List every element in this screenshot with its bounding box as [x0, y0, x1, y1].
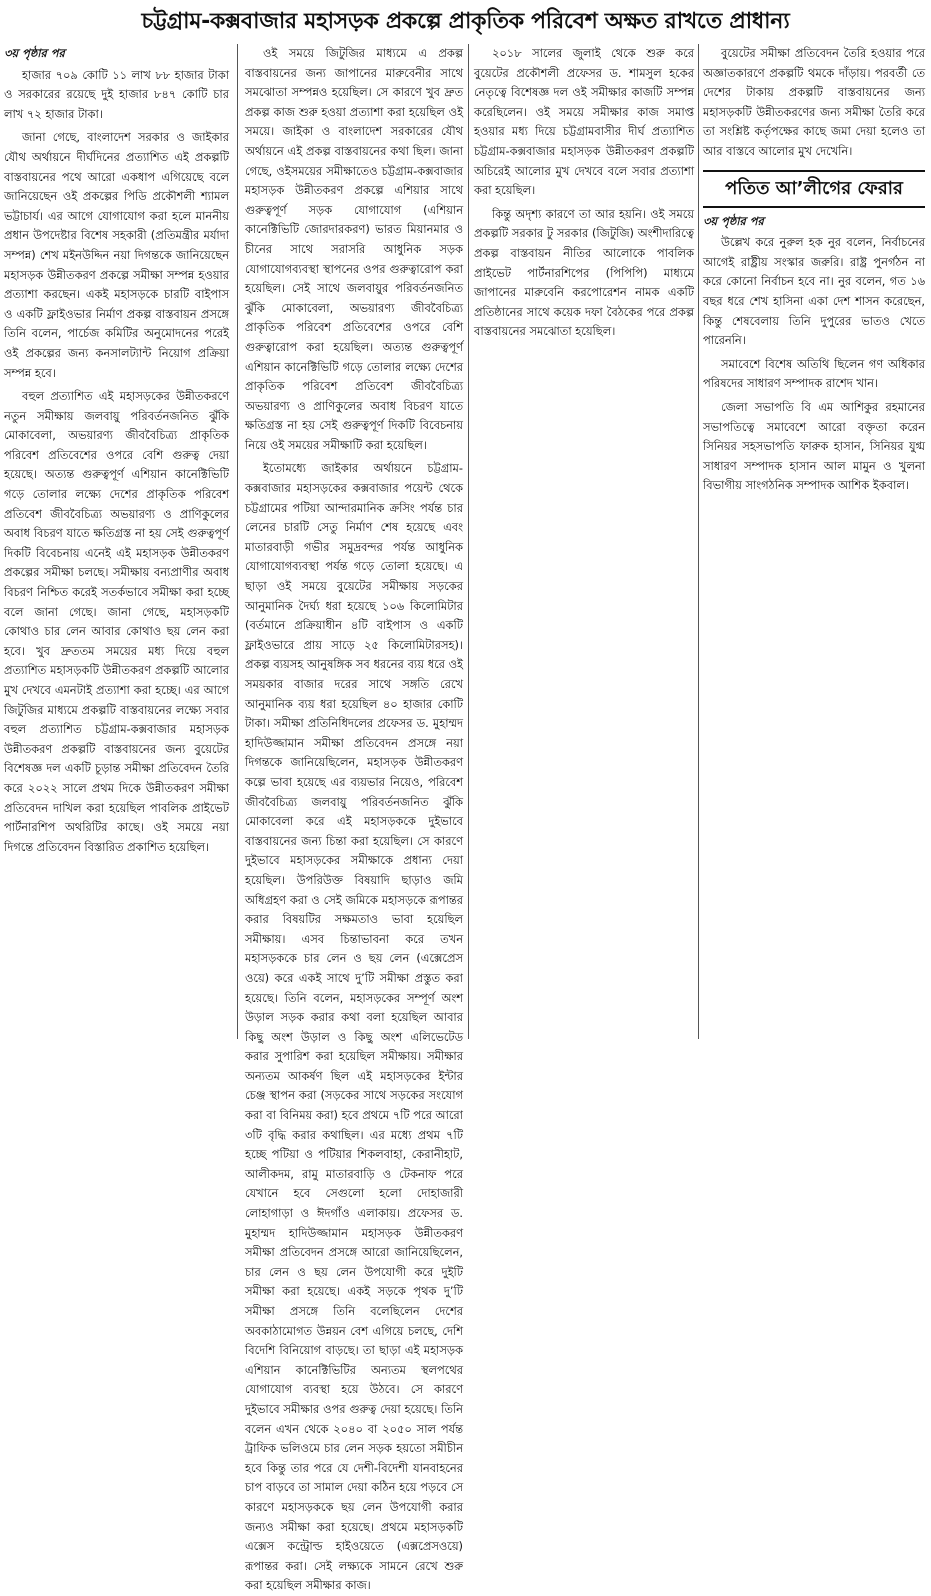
second-story-headline: পতিত আ’লীগের ফেরার	[703, 170, 925, 208]
paragraph: জানা গেছে, বাংলাদেশ সরকার ও জাইকার যৌথ অর্থায়নে দীর্ঘদিনের প্রত্যাশিত এই প্রকল্পটি বাস্তবায়নের পথে আরো একধাপ এগিয়েছে বলে জানিয়েছেন ওই প্রকল্পের পিডি প্রকৌশলী শ্যামল ভট্টাচার্য। এর আগে যোগাযোগ করা হলে মাননীয় প্রধান উপদেষ্টার বিশেষ সহকারী (প্রতিমন্ত্রীর মর্যাদা সম্পন্ন) শেখ মইনউদ্দিন নয়া দিগন্তকে জানিয়েছেন মহাসড়ক উন্নীতকরণ প্রকল্পে সমীক্ষা সম্পন্ন হওয়ার প্রত্যাশা করছেন। একই মহাসড়কে চারটি বাইপাস ও একটি ফ্লাইওভার নির্মাণ প্রকল্প বাস্তবায়ন প্রসঙ্গে তিনি বলেন, পার্চেজ কমিটির অনুমোদনের পরেই ওই প্রকল্পের জন্য কনসালট্যান্ট নিয়োগ প্রক্রিয়া সম্পন্ন হবে।	[4, 130, 229, 380]
column-2	[245, 44, 463, 1593]
article-columns	[0, 44, 931, 1593]
paragraph: জেলা সভাপতি বি এম আশিকুর রহমানের সভাপতিত্বে সমাবেশে আরো বক্তৃতা করেন সিনিয়র সহসভাপতি ফারুক হাসান, সিনিয়র যুগ্ম সাধারণ সম্পাদক হাসান আল মামুন ও খুলনা বিভাগীয় সাংগঠনিক সম্পাদক আশিক ইকবাল।	[703, 399, 925, 493]
column-3	[474, 44, 694, 1039]
continued-from-label: ৩য় পৃষ্ঠার পর	[4, 46, 65, 60]
paragraph: বুয়েটের সমীক্ষা প্রতিবেদন তৈরি হওয়ার পরে অজ্ঞাতকারণে প্রকল্পটি থমকে দাঁড়ায়। পরবর্তী তে দেশের টাকায় প্রকল্পটি বাস্তবায়নের জন্য মহাসড়কটি উন্নীতকরণের জন্য সমীক্ষা তৈরি করে তা সংশ্লিষ্ট কর্তৃপক্ষের কাছে জমা দেয়া হলেও তা আর বাস্তবে আলোর মুখ দেখেনি।	[703, 46, 925, 158]
column-divider	[698, 44, 699, 1039]
column-4	[703, 44, 925, 1039]
column-divider	[237, 44, 238, 1039]
paragraph: হাজার ৭০৯ কোটি ১১ লাখ ৮৮ হাজার টাকা ও সরকারের রয়েছে দুই হাজার ৮৪৭ কোটি চার লাখ ৭২ হাজার টাকা।	[4, 67, 229, 121]
column-1	[4, 44, 229, 1039]
paragraph: ইতোমধ্যে জাইকার অর্থায়নে চট্টগ্রাম-কক্সবাজার মহাসড়কের কক্সবাজার পয়েন্ট থেকে চট্টগ্রামের পটিয়া আন্দারমানিক ক্রসিং পর্যন্ত চার লেনের চারটি সেতু নির্মাণ শেষ হয়েছে এবং মাতারবাড়ী গভীর সমুদ্রবন্দর পর্যন্ত আধুনিক যোগাযোগব্যবস্থা পর্যন্ত গড়ে তোলা হয়েছে। এ ছাড়া ওই সময়ে বুয়েটের সমীক্ষায় সড়কের আনুমানিক দৈর্ঘ্য ধরা হয়েছে ১০৬ কিলোমিটার (বর্তমানে প্রক্রিয়াধীন ৪টি বাইপাস ও একটি ফ্লাইওভারে প্রায় সাড়ে ২৫ কিলোমিটারসহ)। প্রকল্প ব্যয়সহ আনুষঙ্গিক সব ধরনের ব্যয় ধরে ওই সময়কার বাজার দরের সাথে সঙ্গতি রেখে আনুমানিক ব্যয় ধরা হয়েছিল ৪০ হাজার কোটি টাকা। সমীক্ষা প্রতিনিধিদলের প্রফেসর ড. মুহাম্মদ হাদিউজ্জামান সমীক্ষা প্রতিবেদন প্রসঙ্গে নয়া দিগন্তকে জানিয়েছিলেন, মহাসড়ক উন্নীতকরণ কল্পে ভাবা হয়েছে এর ব্যয়ভার নিয়েও, পরিবেশ জীববৈচিত্র্য জলবায়ু পরিবর্তনজনিত ঝুঁকি মোকাবেলা করে এই মহাসড়ককে দুইভাবে বাস্তবায়নের জন্য চিন্তা করা হয়েছিল। সে কারণে দুইভাবে মহাসড়কের সমীক্ষাকে প্রধান্য দেয়া হয়েছিল। উপরিউক্ত বিষয়াদি ছাড়াও জমি অধিগ্রহণ করা ও সেই জমিকে মহাসড়কে রূপান্তর করার বিষয়টির সক্ষমতাও ভাবা হয়েছিল সমীক্ষায়। এসব চিন্তাভাবনা করে তখন মহাসড়ককে চার লেন ও ছয় লেন (এক্সেপ্রেস ওয়ে) করে একই সাথে দু’টি সমীক্ষা প্রস্তুত করা হয়েছে। তিনি বলেন, মহাসড়কের সম্পূর্ণ অংশ উড়াল সড়ক করার কথা বলা হয়েছিল আবার কিছু অংশ উড়াল ও কিছু অংশ এলিভেটেড করার সুপারিশ করা হয়েছিল সমীক্ষায়। সমীক্ষার অন্যতম আকর্ষণ ছিল এই মহাসড়কের ইন্টার চেঞ্জ স্থাপন করা (সড়কের সাথে সড়কের সংযোগ করা বা বিনিময় করা) হবে প্রথমে ৭টি পরে আরো ৩টি বৃদ্ধি করার কথাছিল। এর মধ্যে প্রথম ৭টি হচ্ছে পটিয়া ও পটিয়ার শিকলবাহা, কেরানীহাট, আলীকদম, রামু মাতারবাড়ি ও টেকনাফ পরে যেখানে হবে সেগুলো হলো দোহাজারী লোহাগাড়া ও ঈদগাঁও এলাকায়। প্রফেসর ড. মুহাম্মদ হাদিউজ্জামান মহাসড়ক উন্নীতকরণ সমীক্ষা প্রতিবেদন প্রসঙ্গে আরো জানিয়েছিলেন, চার লেন ও ছয় লেন উপযোগী করে দুইটি সমীক্ষা করা হয়েছে। একই সড়কে পৃথক দু’টি সমীক্ষা প্রসঙ্গে তিনি বলেছিলেন দেশের অবকাঠামোগত উন্নয়ন বেশ এগিয়ে চলছে, দেশি বিদেশি বিনিয়োগ বাড়ছে। তা ছাড়া এই মহাসড়ক এশিয়ান কানেক্টিভিটির অন্যতম স্থলপথের যোগাযোগ ব্যবস্থা হয়ে উঠবে। সে কারণে দুইভাবে সমীক্ষার ওপর গুরুত্ব দেয়া হয়েছে। তিনি বলেন এখন থেকে ২০৪০ বা ২০৫০ সাল পর্যন্ত ট্রাফিক ভলিওমে চার লেন সড়ক হয়তো সমীচীন হবে কিন্তু তার পরে যে দেশী-বিদেশী যানবাহনের চাপ বাড়বে তা সামাল দেয়া কঠিন হয়ে পড়বে সে কারণে মহাসড়ককে ছয় লেন উপযোগী করার জন্যও সমীক্ষা করা হয়েছে। প্রথমে মহাসড়কটি এক্সেস কন্ট্রোল্ড হাইওয়েতে (এক্সপ্রেসওয়ে) রূপান্তর করা। সেই লক্ষ্যকে সামনে রেখে শুরু করা হয়েছিল সমীক্ষার কাজ।	[245, 461, 463, 1593]
paragraph: বহুল প্রত্যাশিত এই মহাসড়কের উন্নীতকরণে নতুন সমীক্ষায় জলবায়ু পরিবর্তনজনিত ঝুঁকি মোকাবেলা, অভয়ারণ্য জীববৈচিত্র্য প্রাকৃতিক পরিবেশ প্রতিবেশের ওপরে বেশি গুরুত্ব দেয়া হয়েছে। অত্যন্ত গুরুত্বপূর্ণ এশিয়ান কানেক্টিভিটি গড়ে তোলার লক্ষ্যে দেশের প্রাকৃতিক পরিবেশ প্রতিবেশ জীববৈচিত্র্য অভয়ারণ্য ও প্রাণিকুলের অবাধ বিচরণ যাতে ক্ষতিগ্রস্ত না হয় সেই গুরুত্বপূর্ণ দিকটি বিবেচনায় এনেই এই মহাসড়ক উন্নীতকরণ প্রকল্পের সমীক্ষা চলছে। সমীক্ষায় বন্যপ্রাণীর অবাধ বিচরণ নিশ্চিত করেই সতর্কভাবে সমীক্ষা করা হচ্ছে বলে জানা গেছে। জানা গেছে, মহাসড়কটি কোথাও চার লেন আবার কোথাও ছয় লেন করা হবে। খুব দ্রুততম সময়ের মধ্য দিয়ে বহুল প্রত্যাশিত মহাসড়কটি উন্নীতকরণ প্রকল্পটি আলোর মুখ দেখবে এমনটাই প্রত্যাশা করা হচ্ছে। এর আগে জিটুজির মাধ্যমে প্রকল্পটি বাস্তবায়নের লক্ষ্যে সবার বহুল প্রত্যাশিত চট্টগ্রাম-কক্সবাজার মহাসড়ক উন্নীতকরণ প্রকল্পটি বাস্তবায়নের জন্য বুয়েটের বিশেষজ্ঞ দল একটি চূড়ান্ত সমীক্ষা প্রতিবেদন তৈরি করে ২০২২ সালে প্রথম দিকে উন্নীতকরণ সমীক্ষা প্রতিবেদন দাখিল করা হয়েছিল পাবলিক প্রাইভেট পার্টনারশিপ অথরিটির কাছে। ওই সময়ে নয়া দিগন্তে প্রতিবেদন বিস্তারিত প্রকাশিত হয়েছিল।	[4, 389, 229, 854]
paragraph: ২০১৮ সালের জুলাই থেকে শুরু করে বুয়েটের প্রকৌশলী প্রফেসর ড. শামসুল হকের নেতৃত্বে বিশেষজ্ঞ দল ওই সমীক্ষার কাজটি সম্পন্ন করেছিলেন। ওই সময়ে সমীক্ষার কাজ সমাপ্ত হওয়ার মধ্য দিয়ে চট্টগ্রামবাসীর দীর্ঘ প্রত্যাশিত চট্টগ্রাম-কক্সবাজার মহাসড়ক উন্নীতকরণ প্রকল্পটি অচিরেই আলোর মুখ দেখবে বলে সবার প্রত্যাশা করা হয়েছিল।	[474, 46, 694, 198]
paragraph: ওই সময়ে জিটুজির মাধ্যমে এ প্রকল্প বাস্তবায়নের জন্য জাপানের মারুবেনীর সাথে সমঝোতা সম্পন্নও হয়েছিল। সে কারণে খুব দ্রুত প্রকল্প কাজ শুরু হওয়া প্রত্যাশা করা হয়েছিল ওই সময়ে। জাইকা ও বাংলাদেশ সরকারের যৌথ অর্থায়নে এই প্রকল্প বাস্তবায়নের কথা ছিল। জানা গেছে, ওইসময়ের সমীক্ষাতেও চট্টগ্রাম-কক্সবাজার মহাসড়ক উন্নীতকরণ প্রকল্পে এশিয়ার সাথে গুরুত্বপূর্ণ সড়ক যোগাযোগ (এশিয়ান কানেক্টিভিটি জোরদারকরণ) ভারত মিয়ানমার ও চীনের সাথে সরাসরি আধুনিক সড়ক যোগাযোগব্যবস্থা স্থাপনের ওপর গুরুত্বারোপ করা হয়েছিল। সেই সাথে জলবায়ুর পরিবর্তনজনিত ঝুঁকি মোকাবেলা, অভয়ারণ্য জীববৈচিত্র্য প্রাকৃতিক পরিবেশ প্রতিবেশের ওপরে বেশি গুরুত্বারোপ করা হয়েছিল। অত্যন্ত গুরুত্বপূর্ণ এশিয়ান কানেক্টিভিটি গড়ে তোলার লক্ষ্যে দেশের প্রাকৃতিক পরিবেশ প্রতিবেশ জীববৈচিত্র্য অভয়ারণ্য ও প্রাণিকুলের অবাধ বিচরণ যাতে ক্ষতিগ্রস্ত না হয় সেই গুরুত্বপূর্ণ দিকটি বিবেচনায় নিয়ে ওই সময়ের সমীক্ষাটি করা হয়েছিল।	[245, 46, 463, 452]
main-headline: চট্টগ্রাম-কক্সবাজার মহাসড়ক প্রকল্পে প্রাকৃতিক পরিবেশ অক্ষত রাখতে প্রাধান্য	[141, 8, 790, 34]
paragraph: সমাবেশে বিশেষ অতিথি ছিলেন গণ অধিকার পরিষদের সাধারণ সম্পাদক রাশেদ খান।	[703, 356, 925, 391]
paragraph: উল্লেখ করে নুরুল হক নুর বলেন, নির্বাচনের আগেই রাষ্ট্রীয় সংস্কার জরুরি। রাষ্ট্র পুনর্গঠন না করে কোনো নির্বাচন হবে না। নুর বলেন, গত ১৬ বছর ধরে শেখ হাসিনা একা দেশ শাসন করেছেন, কিন্তু শেষবেলায় তিনি দুপুরের ভাতও খেতে পারেননি।	[703, 235, 925, 348]
paragraph: কিন্তু অদৃশ্য কারণে তা আর হয়নি। ওই সময়ে প্রকল্পটি সরকার টু সরকার (জিটুজি) অংশীদারিত্বে প্রকল্প বাস্তবায়ন নীতির আলোকে পাবলিক প্রাইভেট পার্টনারশিপের (পিপিপি) মাধ্যমে জাপানের মারুবেনি করপোরেশন নামক একটি প্রতিষ্ঠানের সাথে কয়েক দফা বৈঠকের পরে প্রকল্প বাস্তবায়নের সমঝোতা হয়েছিল।	[474, 206, 694, 339]
continued-from-label: ৩য় পৃষ্ঠার পর	[703, 213, 764, 228]
column-divider	[468, 44, 469, 1039]
